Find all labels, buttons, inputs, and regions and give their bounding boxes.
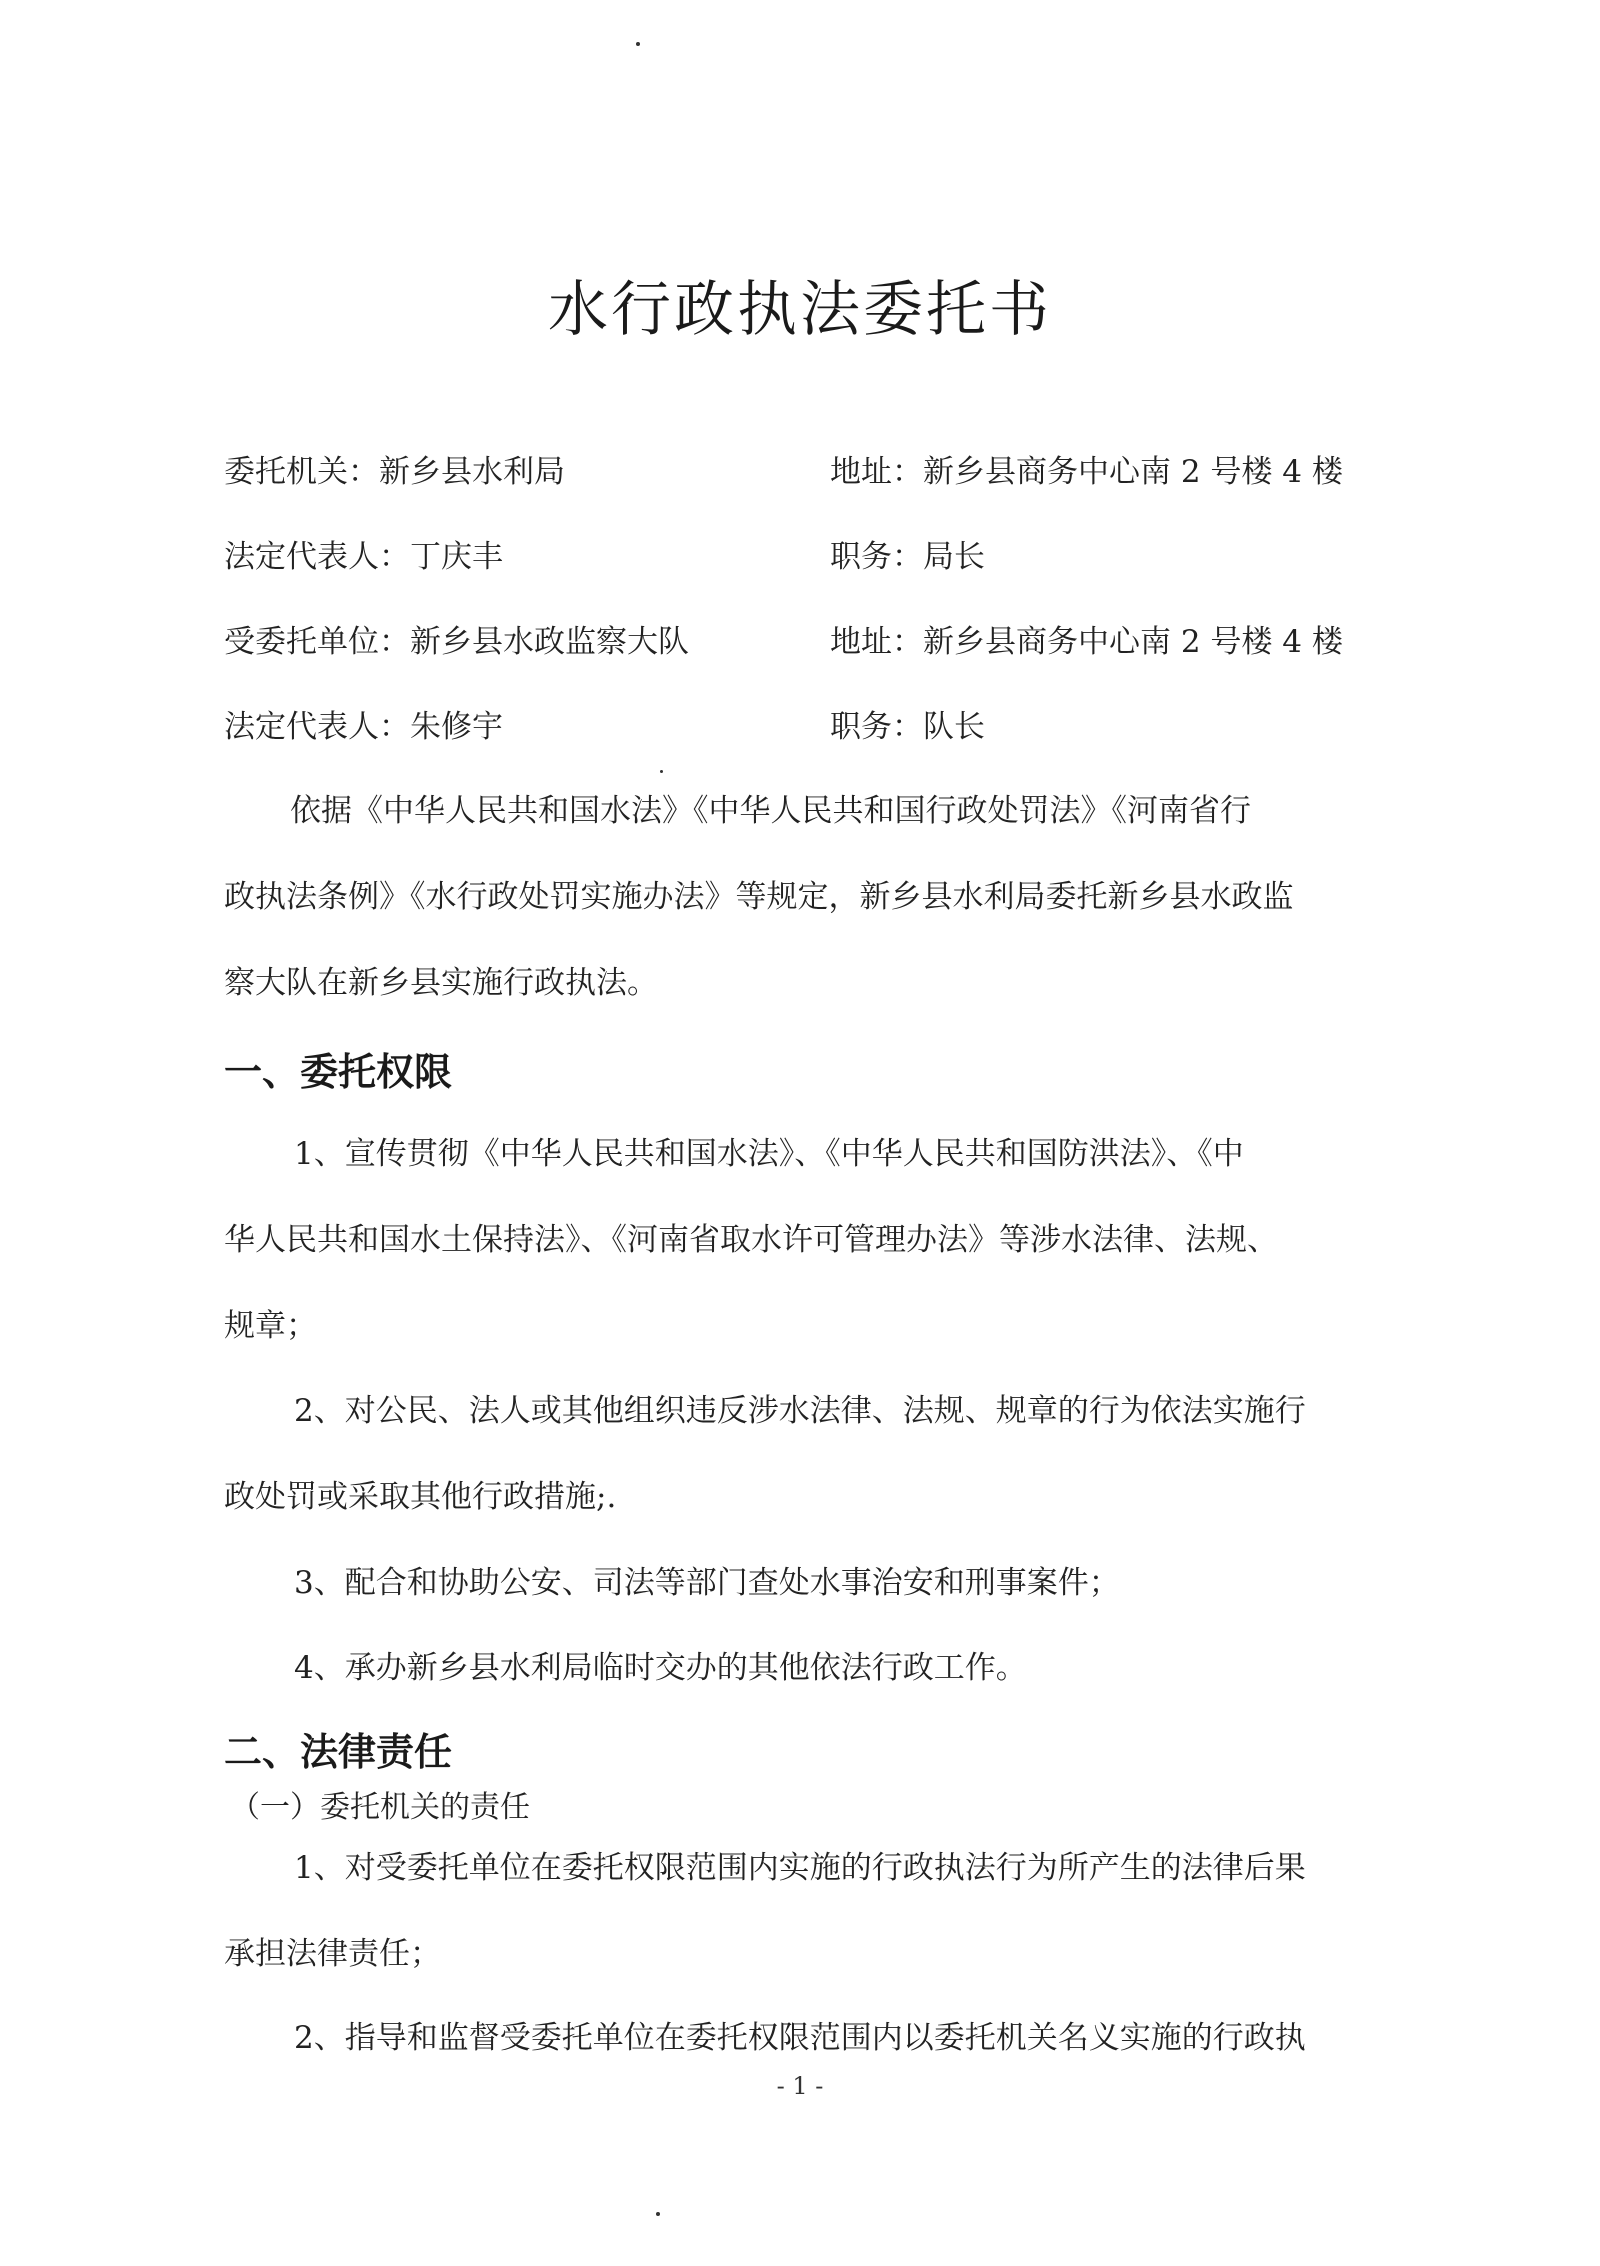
entrusting-agency: 委托机关：新乡县水利局 <box>224 454 565 490</box>
intro-line: 依据《中华人民共和国水法》《中华人民共和国行政处罚法》《河南省行 <box>290 793 1251 829</box>
entrusted-unit-address: 地址：新乡县商务中心南 2 号楼 4 楼 <box>830 624 1343 660</box>
intro-paragraph <box>224 768 1384 1026</box>
authority-item-1-line: 1、宣传贯彻《中华人民共和国水法》、《中华人民共和国防洪法》、《中 <box>294 1136 1244 1172</box>
section-heading-authority: 一、委托权限 <box>224 1050 453 1094</box>
liability-item-1-line: 承担法律责任； <box>224 1936 441 1972</box>
authority-item-3 <box>224 1540 1384 1626</box>
entrusting-agency-address: 地址：新乡县商务中心南 2 号楼 4 楼 <box>830 454 1343 490</box>
intro-line: 察大队在新乡县实施行政执法。 <box>224 965 658 1001</box>
scan-speck-top <box>636 42 640 46</box>
liability-item-1 <box>224 1825 1384 1997</box>
authority-item-2-line: 2、对公民、法人或其他组织违反涉水法律、法规、规章的行为依法实施行 <box>294 1393 1306 1429</box>
authority-item-4 <box>224 1625 1384 1711</box>
liability-item-2-line: 2、指导和监督受委托单位在委托权限范围内以委托机关名义实施的行政执 <box>294 2020 1306 2056</box>
scan-speck-bottom <box>656 2212 660 2216</box>
unit-representative-position: 职务：队长 <box>830 709 985 745</box>
section-heading-legal-liability: 二、法律责任 <box>224 1730 453 1774</box>
authority-item-3-line: 3、配合和协助公安、司法等部门查处水事治安和刑事案件； <box>294 1565 1120 1601</box>
info-row-entrusting-agency <box>224 447 1384 497</box>
info-row-entrusted-unit <box>224 617 1384 667</box>
info-row-agency-representative <box>224 532 1384 582</box>
authority-item-2 <box>224 1368 1384 1540</box>
agency-legal-representative: 法定代表人：丁庆丰 <box>224 539 503 575</box>
subheading-agency-responsibility: （一）委托机关的责任 <box>230 1790 530 1825</box>
authority-item-1-line: 华人民共和国水土保持法》、《河南省取水许可管理办法》等涉水法律、法规、 <box>224 1222 1278 1258</box>
document-title: 水行政执法委托书 <box>548 275 1052 345</box>
agency-representative-position: 职务：局长 <box>830 539 985 575</box>
authority-item-1-line: 规章； <box>224 1308 317 1344</box>
authority-item-4-line: 4、承办新乡县水利局临时交办的其他依法行政工作。 <box>294 1650 1027 1686</box>
authority-item-1 <box>224 1111 1384 1369</box>
intro-line: 政执法条例》《水行政处罚实施办法》等规定，新乡县水利局委托新乡县水政监 <box>224 879 1294 915</box>
liability-item-2 <box>224 1995 1384 2081</box>
page-number: - 1 - <box>776 2072 824 2100</box>
info-row-unit-representative <box>224 702 1384 752</box>
entrusted-unit: 受委托单位：新乡县水政监察大队 <box>224 624 689 660</box>
liability-item-1-line: 1、对受委托单位在委托权限范围内实施的行政执法行为所产生的法律后果 <box>294 1850 1306 1886</box>
unit-legal-representative: 法定代表人：朱修宇 <box>224 709 503 745</box>
authority-item-2-line: 政处罚或采取其他行政措施;. <box>224 1479 617 1515</box>
